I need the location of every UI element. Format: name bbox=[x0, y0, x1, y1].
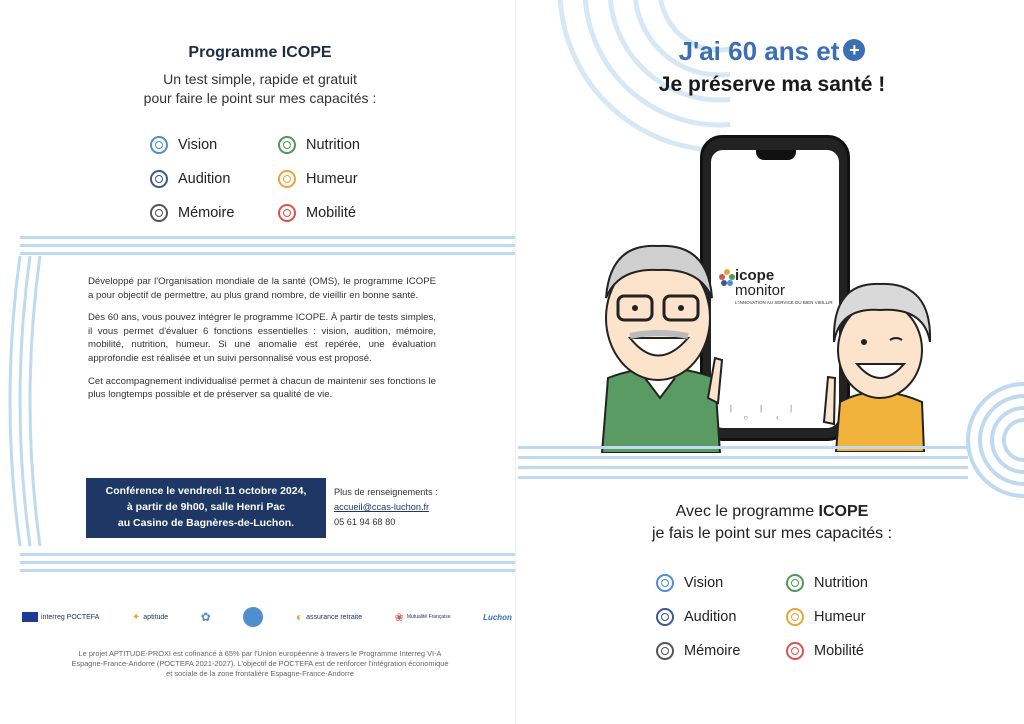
capacity-row bbox=[656, 566, 916, 600]
decorative-stripe bbox=[20, 252, 515, 255]
capacity-label: Audition bbox=[684, 609, 737, 625]
capacity-mobilite bbox=[278, 204, 406, 222]
conference-line3: au Casino de Bagnères-de-Luchon. bbox=[117, 517, 295, 529]
audition-ring-icon bbox=[656, 608, 674, 626]
conference-line1: Conférence le vendredi 11 octobre 2024, bbox=[105, 485, 307, 497]
footer-line2: Espagne-France-Andorre (POCTEFA 2021-2027). L'objectif de POCTEFA est de renforcer l'intégration économique bbox=[71, 659, 449, 668]
capacity-nutrition bbox=[786, 574, 916, 592]
right-subtitle-bold: ICOPE bbox=[818, 503, 869, 520]
decorative-stripe bbox=[518, 446, 968, 449]
logo-text: Luchon bbox=[483, 612, 512, 622]
nutrition-ring-icon bbox=[786, 574, 804, 592]
decorative-stripe bbox=[20, 244, 515, 247]
paragraph: Dès 60 ans, vous pouvez intégrer le programme ICOPE. À partir de tests simples, il vous permet d'évaluer 6 fonctions essentielles : vision, audition, mémoire, mobilité, nutrition, humeur. Si une anomalie est repérée, une évaluation approfondie est réalisée et un suivi personnalisé vous est proposé. bbox=[88, 312, 436, 364]
senior-woman-illustration bbox=[812, 272, 942, 452]
decorative-stripe bbox=[20, 236, 515, 239]
luchon-logo bbox=[483, 613, 512, 622]
humeur-ring-icon bbox=[786, 608, 804, 626]
app-brand bbox=[735, 268, 785, 298]
senior-man-illustration bbox=[590, 238, 730, 453]
phone-number: 05 61 94 68 80 bbox=[334, 517, 396, 527]
assurance-retraite-logo: ◐ assurance retraite bbox=[295, 610, 363, 624]
capacity-audition bbox=[150, 170, 278, 188]
capacity-humeur bbox=[278, 170, 406, 188]
info-label: Plus de renseignements : bbox=[334, 487, 438, 497]
decorative-stripe bbox=[20, 553, 515, 556]
capacity-label: Vision bbox=[684, 575, 724, 591]
left-subtitle-line1: Un test simple, rapide et gratuit bbox=[163, 71, 357, 87]
logo-text: Mutualité Française bbox=[406, 614, 451, 620]
capacity-memoire bbox=[656, 642, 786, 660]
capacity-label: Mémoire bbox=[684, 643, 741, 659]
mutualite-logo: ❀ Mutualité Française bbox=[394, 611, 451, 624]
contact-info bbox=[334, 485, 464, 530]
conference-line2: à partir de 9h00, salle Henri Pac bbox=[126, 501, 286, 513]
vision-ring-icon bbox=[150, 136, 168, 154]
mobilite-ring-icon bbox=[278, 204, 296, 222]
email-link[interactable]: accueil@ccas-luchon.fr bbox=[334, 502, 430, 512]
description-text bbox=[88, 275, 436, 411]
capacity-row bbox=[150, 128, 450, 162]
capacity-label: Nutrition bbox=[814, 575, 868, 591]
capacity-row bbox=[656, 600, 916, 634]
app-brand-line2: monitor bbox=[735, 282, 786, 299]
partner-circle-logo bbox=[243, 607, 263, 627]
humeur-ring-icon bbox=[278, 170, 296, 188]
capacity-label: Humeur bbox=[814, 609, 866, 625]
partner-logos bbox=[22, 600, 512, 634]
headline-text: J'ai 60 ans et bbox=[678, 36, 840, 66]
capacity-row bbox=[656, 634, 916, 668]
logo-text: interreg POCTEFA bbox=[41, 613, 100, 621]
right-subtitle-line1 bbox=[520, 501, 1024, 523]
capacity-memoire bbox=[150, 204, 278, 222]
right-subtitle-prefix: Avec le programme bbox=[675, 503, 819, 520]
mobilite-ring-icon bbox=[786, 642, 804, 660]
audition-ring-icon bbox=[150, 170, 168, 188]
capacity-label: Vision bbox=[178, 137, 218, 153]
right-capacities-grid bbox=[656, 566, 916, 668]
decorative-stripe bbox=[518, 456, 968, 459]
phone-notch bbox=[756, 150, 796, 160]
left-title: Programme ICOPE bbox=[188, 44, 332, 61]
capacity-humeur bbox=[786, 608, 916, 626]
logo-text: assurance retraite bbox=[306, 613, 363, 621]
footer-line3: et sociale de la zone frontalière Espagne-France-Andorre bbox=[166, 669, 354, 678]
capacity-label: Mobilité bbox=[306, 205, 356, 221]
capacity-label: Audition bbox=[178, 171, 231, 187]
footer-line1: Le projet APTITUDE-PROXI est cofinancé à 65% par l'Union européenne à travers le Programme Interreg VI-A bbox=[78, 649, 442, 658]
conference-box bbox=[86, 478, 326, 538]
vision-ring-icon bbox=[656, 574, 674, 592]
capacity-label: Mobilité bbox=[814, 643, 864, 659]
capacity-audition bbox=[656, 608, 786, 626]
fold-line bbox=[515, 0, 516, 724]
capacity-row bbox=[150, 196, 450, 230]
plus-icon: + bbox=[843, 39, 865, 61]
aptitude-logo: ✦ aptitude bbox=[131, 611, 169, 623]
capacity-label: Mémoire bbox=[178, 205, 235, 221]
paragraph: Développé par l'Organisation mondiale de la santé (OMS), le programme ICOPE a pour objectif de permettre, au plus grand nombre, de vieillir en bonne santé. bbox=[88, 276, 436, 301]
footer-note bbox=[0, 649, 520, 679]
decorative-arcs-icon bbox=[0, 236, 60, 566]
left-capacities-grid bbox=[150, 128, 450, 230]
decorative-arcs-icon bbox=[950, 380, 1024, 500]
decorative-stripe bbox=[518, 476, 968, 479]
interreg-logo bbox=[22, 612, 99, 622]
capacity-vision bbox=[656, 574, 786, 592]
capacity-nutrition bbox=[278, 136, 406, 154]
capacity-label: Humeur bbox=[306, 171, 358, 187]
decorative-stripe bbox=[20, 561, 515, 564]
decorative-stripe bbox=[20, 569, 515, 572]
phone-nav-bar: |||○‹ bbox=[729, 404, 821, 422]
decorative-stripe bbox=[518, 466, 968, 469]
capacity-row bbox=[150, 162, 450, 196]
capacity-mobilite bbox=[786, 642, 916, 660]
app-tagline: L'INNOVATION AU SERVICE DU BIEN VIEILLIR bbox=[735, 300, 833, 305]
app-brand-line1: icope bbox=[735, 267, 775, 284]
capacity-label: Nutrition bbox=[306, 137, 360, 153]
nutrition-ring-icon bbox=[278, 136, 296, 154]
logo-text: aptitude bbox=[143, 613, 169, 621]
capacity-vision bbox=[150, 136, 278, 154]
left-subtitle bbox=[0, 70, 520, 108]
right-subtitle-line2: je fais le point sur mes capacités : bbox=[651, 525, 893, 542]
paragraph: Cet accompagnement individualisé permet à chacun de maintenir ses fonctions le plus longtemps possible et de préserver sa qualité de vie. bbox=[88, 375, 436, 401]
right-subtitle bbox=[520, 501, 1024, 545]
memoire-ring-icon bbox=[656, 642, 674, 660]
headline bbox=[520, 36, 1024, 67]
subheadline: Je préserve ma santé ! bbox=[658, 73, 886, 96]
left-subtitle-line2: pour faire le point sur mes capacités : bbox=[143, 90, 377, 106]
partner-flower-logo: ✿ bbox=[200, 610, 211, 624]
memoire-ring-icon bbox=[150, 204, 168, 222]
